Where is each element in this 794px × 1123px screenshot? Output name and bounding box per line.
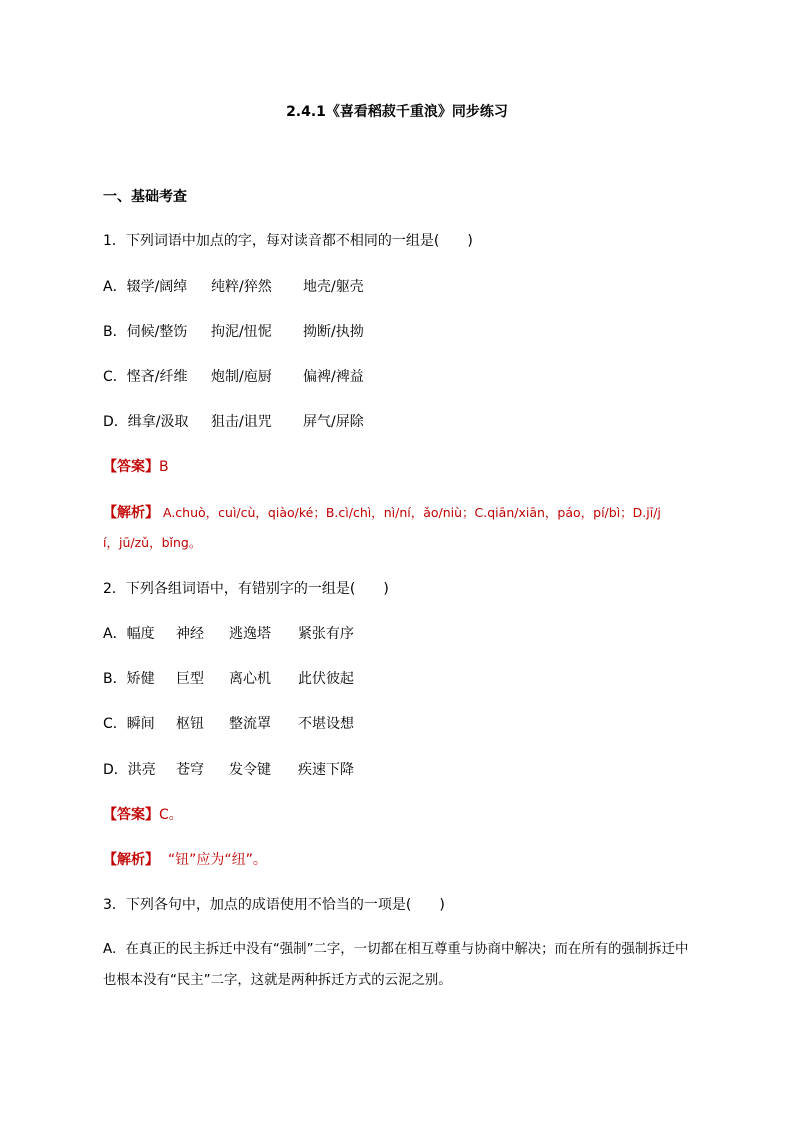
q3-option-a-line1: A．在真正的民主拆迁中没有“强制”二字，一切都在相互尊重与协商中解决；而在所有的强制拆迁中	[103, 942, 689, 957]
analysis-text: A.chuò，cuì/cù，qiào/ké；B.cì/chì，nì/ní，ǎo/niù；C.qiān/xiān，páo，pí/bì；D.jī/j	[162, 505, 661, 520]
q1-option-b-item: 拗断/执拗	[303, 324, 364, 340]
q2-analysis	[103, 850, 267, 870]
q2-option-c	[103, 714, 354, 734]
q1-option-c-item: 炮制/庖厨	[211, 369, 272, 385]
q2-answer	[103, 805, 183, 825]
q1-option-a-item: 纯粹/猝然	[211, 279, 272, 295]
q2-option-c-item: 不堪设想	[298, 716, 354, 732]
question-3-stem: 3．下列各句中，加点的成语使用不恰当的一项是( )	[103, 897, 445, 913]
question-2-stem: 2．下列各组词语中，有错别字的一组是( )	[103, 581, 389, 597]
page-title: 2.4.1《喜看稻菽千重浪》同步练习	[286, 104, 508, 120]
q1-option-d	[103, 412, 364, 432]
q2-option-c-item: 整流罩	[229, 716, 271, 732]
q1-option-a-item: A．辍学/阔绰	[103, 279, 188, 295]
section-heading: 一、基础考查	[103, 189, 187, 205]
answer-tag: 【答案】	[103, 459, 159, 475]
answer-value: B	[159, 459, 169, 475]
q1-option-c	[103, 367, 364, 387]
q2-option-a	[103, 624, 354, 644]
q2-option-c-item: C．瞬间	[103, 716, 155, 732]
q1-option-b-item: 拘泥/忸怩	[211, 324, 272, 340]
q2-option-b-item: 离心机	[229, 671, 271, 687]
analysis-text: “钮”应为“纽”。	[167, 852, 267, 868]
q2-option-c-item: 枢钮	[176, 716, 204, 732]
q2-option-a-item: 紧张有序	[298, 626, 354, 642]
q2-option-d-item: 疾速下降	[298, 762, 354, 778]
q2-option-a-item: 神经	[176, 626, 204, 642]
answer-value: C。	[159, 807, 183, 823]
q1-option-b-item: B．伺候/整饬	[103, 324, 188, 340]
q1-analysis-line1	[103, 503, 661, 523]
q1-option-d-item: D．缉拿/汲取	[103, 414, 189, 430]
q2-option-d-item: D．洪亮	[103, 762, 156, 778]
q1-option-a-item: 地壳/躯壳	[303, 279, 364, 295]
q1-answer	[103, 457, 169, 477]
q1-analysis-line2: í，jū/zǔ，bǐng。	[103, 535, 202, 550]
q2-option-d-item: 发令键	[229, 762, 271, 778]
q2-option-b-item: 巨型	[176, 671, 204, 687]
q2-option-d-item: 苍穹	[176, 762, 204, 778]
q2-option-d	[103, 760, 354, 780]
answer-tag: 【答案】	[103, 807, 159, 823]
q1-option-c-item: 偏裨/裨益	[303, 369, 364, 385]
q2-option-a-item: 逃逸塔	[229, 626, 271, 642]
q2-option-b-item: 此伏彼起	[298, 671, 354, 687]
analysis-tag: 【解析】	[103, 505, 159, 521]
q1-option-a	[103, 277, 364, 297]
q2-option-b	[103, 669, 354, 689]
question-1-stem: 1．下列词语中加点的字，每对读音都不相同的一组是( )	[103, 233, 473, 249]
q1-option-d-item: 屏气/屏除	[303, 414, 364, 430]
analysis-tag: 【解析】	[103, 852, 159, 868]
q2-option-a-item: A．幅度	[103, 626, 155, 642]
q1-option-c-item: C．悭吝/纤维	[103, 369, 188, 385]
q1-option-d-item: 狙击/诅咒	[211, 414, 272, 430]
q2-option-b-item: B．矫健	[103, 671, 155, 687]
q3-option-a-line2: 也根本没有“民主”二字，这就是两种拆迁方式的云泥之别。	[103, 973, 452, 988]
q1-option-b	[103, 322, 364, 342]
